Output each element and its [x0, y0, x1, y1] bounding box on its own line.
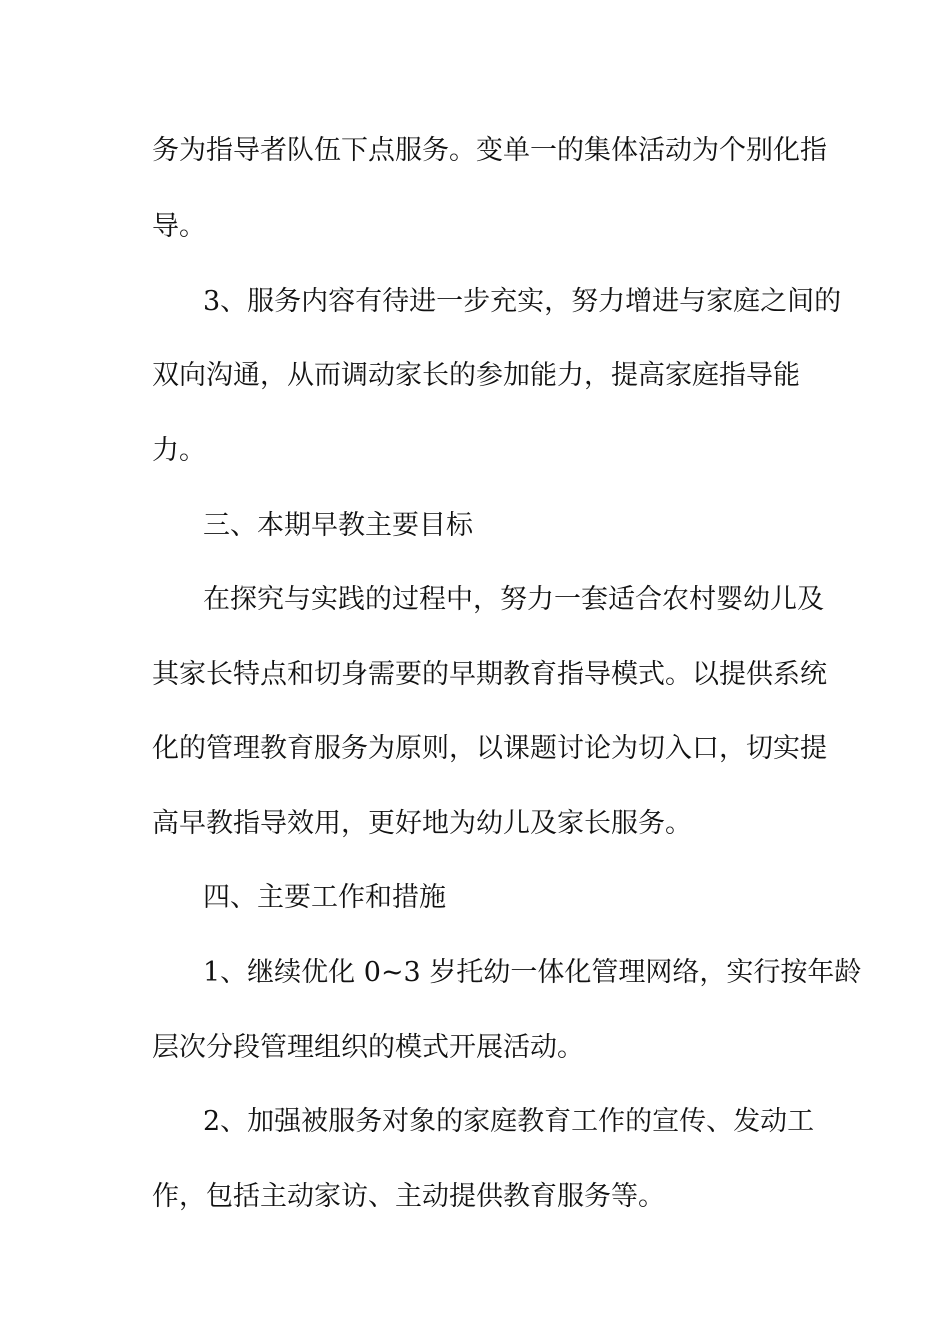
paragraph-line: 其家长特点和切身需要的早期教育指导模式。以提供系统: [152, 659, 827, 690]
paragraph-line: 层次分段管理组织的模式开展活动。: [152, 1032, 584, 1063]
paragraph-line: 作，包括主动家访、主动提供教育服务等。: [152, 1181, 665, 1212]
paragraph-line: 3、服务内容有待进一步充实，努力增进与家庭之间的: [203, 286, 842, 317]
paragraph-line: 化的管理教育服务为原则，以课题讨论为切入口，切实提: [152, 733, 827, 764]
paragraph-line: 双向沟通，从而调动家长的参加能力，提高家庭指导能: [152, 360, 800, 391]
section-heading: 三、本期早教主要目标: [203, 510, 473, 541]
paragraph-line: 高早教指导效用，更好地为幼儿及家长服务。: [152, 808, 692, 839]
paragraph-line: 在探究与实践的过程中，努力一套适合农村婴幼儿及: [203, 584, 824, 615]
paragraph-line: 力。: [152, 435, 206, 466]
paragraph-line: 2、加强被服务对象的家庭教育工作的宣传、发动工: [203, 1106, 815, 1137]
paragraph-line: 1、继续优化 0~3 岁托幼一体化管理网络，实行按年龄: [203, 957, 862, 988]
section-heading: 四、主要工作和措施: [203, 882, 446, 913]
paragraph-line: 务为指导者队伍下点服务。变单一的集体活动为个别化指: [152, 135, 827, 166]
paragraph-line: 导。: [152, 211, 206, 242]
